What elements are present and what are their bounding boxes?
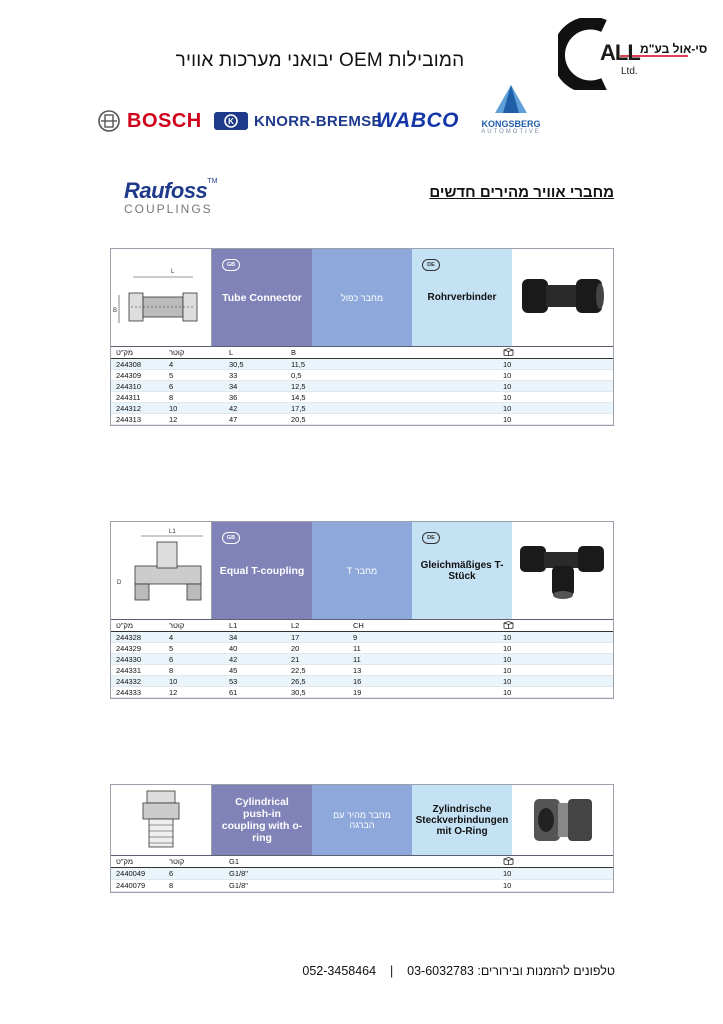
table-row (111, 676, 613, 687)
package-icon (503, 857, 514, 865)
cylindrical-coupling-photo (512, 785, 613, 855)
page-headline: יבואני מערכות אוויר OEM המובילות (175, 50, 465, 71)
product-table-cylindrical-coupling (110, 784, 614, 893)
de-label-cell (412, 522, 512, 619)
cell-pack: 10 (503, 654, 512, 664)
cell-pack: 10 (503, 359, 512, 369)
table-row (111, 414, 613, 425)
cell-ch: 11 (353, 643, 361, 653)
footer-separator: | (389, 964, 394, 978)
cell-g1: G1/8" (229, 869, 248, 878)
cell-diameter: 12 (169, 414, 178, 424)
cell-ch: 11 (353, 654, 361, 664)
col-header-g1: G1 (229, 857, 240, 866)
svg-text:L: L (171, 269, 175, 275)
cell-l1: 53 (229, 676, 238, 686)
de-badge: DE (422, 532, 440, 544)
t-coupling-drawing (111, 522, 212, 619)
cell-diameter: 8 (169, 392, 174, 402)
cell-b: 17,5 (291, 403, 306, 413)
raufoss-wordmark: Raufoss (124, 178, 208, 203)
cell-l2: 22,5 (291, 665, 306, 675)
cell-pack: 10 (503, 403, 512, 413)
footer-phone-1[interactable]: 03-6032783 (407, 964, 474, 978)
cell-sku: 244308 (116, 359, 142, 369)
de-label: Gleichmäßiges T-Stück (420, 559, 504, 582)
svg-text:D: D (117, 580, 122, 586)
tube-connector-drawing (111, 249, 212, 346)
bosch-emblem-icon (97, 109, 121, 133)
product-table-equal-t-coupling (110, 521, 614, 699)
cell-b: 14,5 (291, 392, 306, 402)
svg-text:B: B (113, 308, 118, 314)
cell-sku: 244328 (116, 632, 142, 642)
de-label: Rohrverbinder (427, 292, 497, 303)
cell-diameter: 6 (169, 869, 174, 878)
cell-diameter: 6 (169, 654, 174, 664)
col-header-sku: מק"ט (116, 857, 134, 866)
wabco-wordmark: WABCO (376, 109, 459, 132)
package-icon (503, 348, 514, 356)
table-row (111, 643, 613, 654)
cell-ch: 13 (353, 665, 362, 675)
cell-pack: 10 (503, 676, 512, 686)
table-body (111, 632, 613, 698)
raufoss-logo (124, 178, 217, 216)
cell-l: 47 (229, 414, 238, 424)
gb-label-cell (212, 522, 312, 619)
footer-label: טלפונים להזמנות ובירורים: (477, 964, 615, 978)
de-badge: DE (422, 259, 440, 271)
cell-pack: 10 (503, 414, 512, 424)
kongsberg-wordmark: KONGSBERG (481, 119, 541, 129)
cell-g1: G1/8" (229, 881, 248, 890)
cell-b: 12,5 (291, 381, 306, 391)
cell-l1: 40 (229, 643, 238, 653)
de-label-cell (412, 249, 512, 346)
cell-diameter: 10 (169, 403, 178, 413)
gb-label-cell (212, 249, 312, 346)
footer-contact (270, 964, 615, 978)
table-row (111, 665, 613, 676)
table-row (111, 880, 613, 892)
col-header-pack (503, 857, 613, 867)
bosch-wordmark: BOSCH (127, 109, 202, 132)
svg-text:L1: L1 (169, 529, 176, 535)
col-header-sku: מק"ט (116, 621, 134, 630)
svg-text:K: K (228, 117, 234, 126)
he-label-cell (312, 249, 412, 346)
cell-diameter: 10 (169, 676, 178, 686)
gb-label-cell (212, 785, 312, 855)
table-row (111, 392, 613, 403)
table-row (111, 632, 613, 643)
table-body (111, 868, 613, 892)
table-body (111, 359, 613, 425)
cell-l: 36 (229, 392, 238, 402)
cell-pack: 10 (503, 643, 512, 653)
table-header-row (111, 856, 613, 868)
col-header-l1: L1 (229, 621, 238, 630)
de-label-cell (412, 785, 512, 855)
product-table-tube-connector (110, 248, 614, 426)
gb-badge: GB (222, 259, 240, 271)
cell-b: 20,5 (291, 414, 306, 424)
tube-connector-photo (512, 249, 613, 346)
cell-diameter: 5 (169, 643, 174, 653)
cell-sku: 2440049 (116, 869, 146, 878)
section-title: מחברי אוויר מהירים חדשים (429, 184, 614, 201)
he-label: מחבר מהיר עם הברגה (333, 810, 391, 830)
cell-diameter: 6 (169, 381, 174, 391)
cell-pack: 10 (503, 665, 512, 675)
gb-label: Cylindrical push-in coupling with o-ring (221, 796, 303, 844)
cell-l1: 34 (229, 632, 238, 642)
package-icon (503, 621, 514, 629)
cell-ch: 9 (353, 632, 358, 642)
gb-label: Tube Connector (222, 291, 302, 304)
cell-sku: 244311 (116, 392, 141, 402)
cell-diameter: 4 (169, 632, 174, 642)
cell-diameter: 5 (169, 370, 174, 380)
raufoss-sub: COUPLINGS (124, 202, 213, 216)
table-row (111, 403, 613, 414)
cell-l1: 42 (229, 654, 238, 664)
kongsberg-emblem-icon (493, 84, 529, 114)
cell-sku: 2440079 (116, 881, 146, 890)
kongsberg-sub: AUTOMOTIVE (481, 129, 541, 135)
table-row (111, 359, 613, 370)
cell-pack: 10 (503, 869, 512, 878)
call-logo-letters: ALL (600, 40, 640, 65)
cell-sku: 244310 (116, 381, 142, 391)
table-row (111, 370, 613, 381)
cell-ch: 16 (353, 676, 362, 686)
cell-diameter: 8 (169, 665, 174, 675)
cell-l1: 45 (229, 665, 238, 675)
cell-pack: 10 (503, 632, 512, 642)
col-header-l2: L2 (291, 621, 300, 630)
cell-b: 0,5 (291, 370, 302, 380)
col-header-diameter: קוטר (169, 857, 185, 866)
table-header-row (111, 620, 613, 632)
cell-diameter: 4 (169, 359, 174, 369)
cell-l: 42 (229, 403, 238, 413)
col-header-b: B (291, 348, 297, 357)
he-label: מחבר T (346, 565, 378, 576)
cell-ch: 19 (353, 687, 362, 697)
col-header-pack (503, 348, 613, 358)
cell-l1: 61 (229, 687, 238, 697)
gb-badge: GB (222, 532, 240, 544)
cell-sku: 244313 (116, 414, 142, 424)
kongsberg-logo (476, 84, 546, 135)
cell-sku: 244330 (116, 654, 142, 664)
knorr-emblem-icon (214, 110, 248, 132)
cell-l2: 21 (291, 654, 300, 664)
cell-l: 33 (229, 370, 238, 380)
cell-l: 30,5 (229, 359, 244, 369)
cylindrical-coupling-drawing (111, 785, 212, 855)
call-logo-ltd: Ltd. (621, 66, 638, 77)
call-logo-hebrew: סי-אול בע"מ (640, 42, 708, 56)
col-header-ch: CH (353, 621, 364, 630)
table-row (111, 687, 613, 698)
cell-pack: 10 (503, 687, 512, 697)
col-header-diameter: קוטר (169, 348, 185, 357)
cell-sku: 244331 (116, 665, 142, 675)
table-row (111, 381, 613, 392)
col-header-diameter: קוטר (169, 621, 185, 630)
cell-l: 34 (229, 381, 238, 391)
table-row (111, 868, 613, 880)
cell-sku: 244329 (116, 643, 142, 653)
cell-pack: 10 (503, 392, 512, 402)
cell-l2: 30,5 (291, 687, 306, 697)
cell-sku: 244333 (116, 687, 142, 697)
he-label-cell (312, 522, 412, 619)
gb-label: Equal T-coupling (219, 564, 305, 577)
cell-sku: 244312 (116, 403, 142, 413)
de-label: Zylindrische Steckverbindungen mit O-Ring (415, 803, 509, 837)
cell-pack: 10 (503, 370, 512, 380)
col-header-pack (503, 621, 613, 631)
wabco-logo (376, 108, 459, 134)
col-header-l: L (229, 348, 234, 357)
he-label: מחבר כפול (340, 292, 384, 303)
footer-phone-2[interactable]: 052-3458464 (302, 964, 377, 978)
cell-diameter: 12 (169, 687, 178, 697)
table-header-row (111, 347, 613, 359)
cell-l2: 20 (291, 643, 300, 653)
table-row (111, 654, 613, 665)
col-header-sku: מק"ט (116, 348, 134, 357)
raufoss-tm: TM (207, 178, 218, 185)
cell-l2: 17 (291, 632, 300, 642)
cell-sku: 244332 (116, 676, 142, 686)
he-label-cell (312, 785, 412, 855)
cell-b: 11,5 (291, 359, 306, 369)
cell-l2: 26,5 (291, 676, 306, 686)
cell-diameter: 8 (169, 881, 174, 890)
knorr-wordmark: KNORR-BREMSE (254, 112, 382, 130)
t-coupling-photo (512, 522, 613, 619)
cell-pack: 10 (503, 381, 512, 391)
bosch-logo (97, 108, 202, 134)
cell-sku: 244309 (116, 370, 142, 380)
knorr-bremse-logo (214, 108, 382, 134)
cell-pack: 10 (503, 881, 512, 890)
